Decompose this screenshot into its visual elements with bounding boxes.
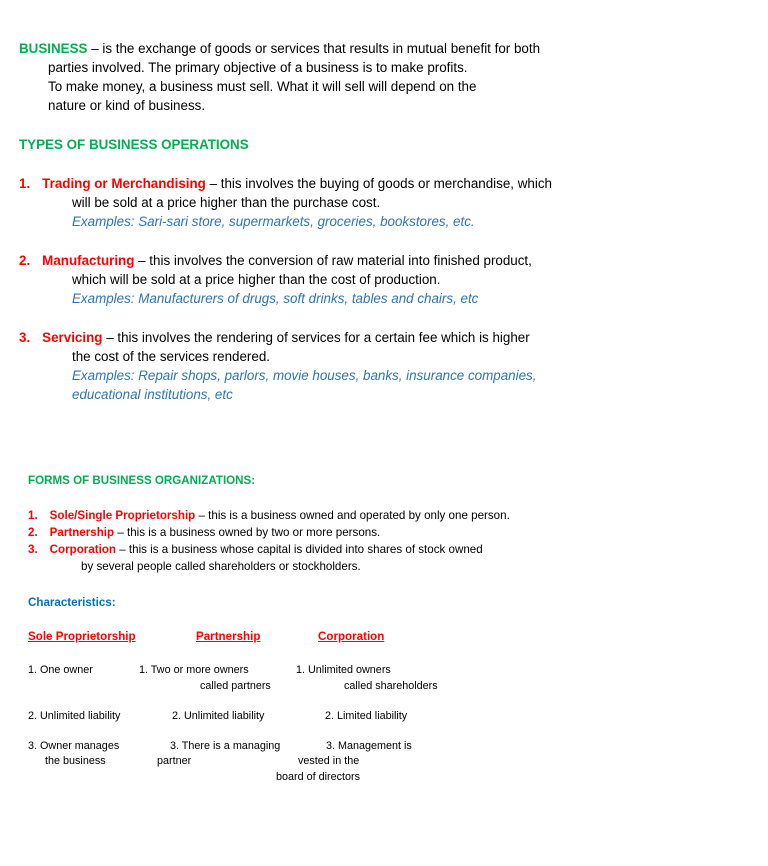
cell-partnership-1-cont: called partners — [200, 680, 271, 692]
cell-sole-3-cont: the business — [45, 755, 106, 767]
form-term: Corporation — [49, 543, 117, 556]
type-servicing-examples-1: Examples: Repair shops, parlors, movie houses, banks, insurance companies, — [72, 368, 537, 383]
business-definition-line-3: To make money, a business must sell. What it will sell will depend on the — [48, 79, 477, 94]
cell-sole-2: 2. Unlimited liability — [28, 710, 121, 722]
type-manufacturing-examples: Examples: Manufacturers of drugs, soft drinks, tables and chairs, etc — [72, 291, 479, 306]
type-trading-line-2: will be sold at a price higher than the purchase cost. — [72, 195, 381, 210]
type-trading-examples: Examples: Sari-sari store, supermarkets, groceries, bookstores, etc. — [72, 214, 475, 229]
cell-corporation-3: 3. Management is — [326, 740, 412, 752]
form-corporation-line-2: by several people called shareholders or stockholders. — [81, 560, 361, 573]
type-term: Servicing — [42, 330, 103, 345]
type-number: 2. — [19, 253, 31, 268]
cell-partnership-3: 3. There is a managing — [170, 740, 281, 752]
cell-corporation-1-cont: called shareholders — [344, 680, 438, 692]
form-term: Sole/Single Proprietorship — [49, 509, 196, 522]
type-manufacturing-line-2: which will be sold at a price higher than the cost of production. — [72, 272, 441, 287]
column-header-partnership: Partnership — [196, 630, 261, 643]
characteristics-heading: Characteristics: — [28, 596, 116, 609]
forms-heading: FORMS OF BUSINESS ORGANIZATIONS: — [28, 474, 256, 487]
type-servicing-line-1: 3. Servicing – this involves the rendering of services for a certain fee which is higher — [19, 330, 530, 345]
cell-corporation-3-cont: vested in the — [298, 755, 360, 767]
type-term: Trading or Merchandising — [42, 176, 206, 191]
types-heading: TYPES OF BUSINESS OPERATIONS — [19, 137, 249, 152]
business-definition-line-2: parties involved. The primary objective of a business is to make profits. — [48, 60, 468, 75]
cell-partnership-3-cont: partner — [157, 755, 192, 767]
type-number: 3. — [19, 330, 31, 345]
cell-sole-1: 1. One owner — [28, 664, 93, 676]
cell-corporation-3-cont-2: board of directors — [276, 771, 361, 783]
form-partnership: 2. Partnership – this is a business owned by two or more persons. — [28, 526, 381, 539]
type-number: 1. — [19, 176, 31, 191]
business-definition-line-4: nature or kind of business. — [48, 98, 206, 113]
column-header-corporation: Corporation — [318, 630, 385, 643]
form-corporation: 3. Corporation – this is a business whose capital is divided into shares of stock owned — [28, 543, 483, 556]
cell-partnership-1: 1. Two or more owners — [139, 664, 249, 676]
type-trading-line-1: 1. Trading or Merchandising – this involves the buying of goods or merchandise, which — [19, 176, 552, 191]
form-sole-proprietorship: 1. Sole/Single Proprietorship – this is a business owned and operated by only one person. — [28, 509, 510, 522]
type-term: Manufacturing — [42, 253, 135, 268]
type-manufacturing-line-1: 2. Manufacturing – this involves the conversion of raw material into finished product, — [19, 253, 532, 268]
cell-corporation-1: 1. Unlimited owners — [296, 664, 391, 676]
cell-sole-3: 3. Owner manages — [28, 740, 120, 752]
type-servicing-line-2: the cost of the services rendered. — [72, 349, 270, 364]
business-term: BUSINESS — [19, 41, 88, 56]
type-servicing-examples-2: educational institutions, etc — [72, 387, 233, 402]
cell-partnership-2: 2. Unlimited liability — [172, 710, 265, 722]
business-definition-line-1: BUSINESS – is the exchange of goods or services that results in mutual benefit for both — [19, 41, 541, 56]
cell-corporation-2: 2. Limited liability — [325, 710, 408, 722]
column-header-sole-proprietorship: Sole Proprietorship — [28, 630, 136, 643]
form-term: Partnership — [49, 526, 115, 539]
